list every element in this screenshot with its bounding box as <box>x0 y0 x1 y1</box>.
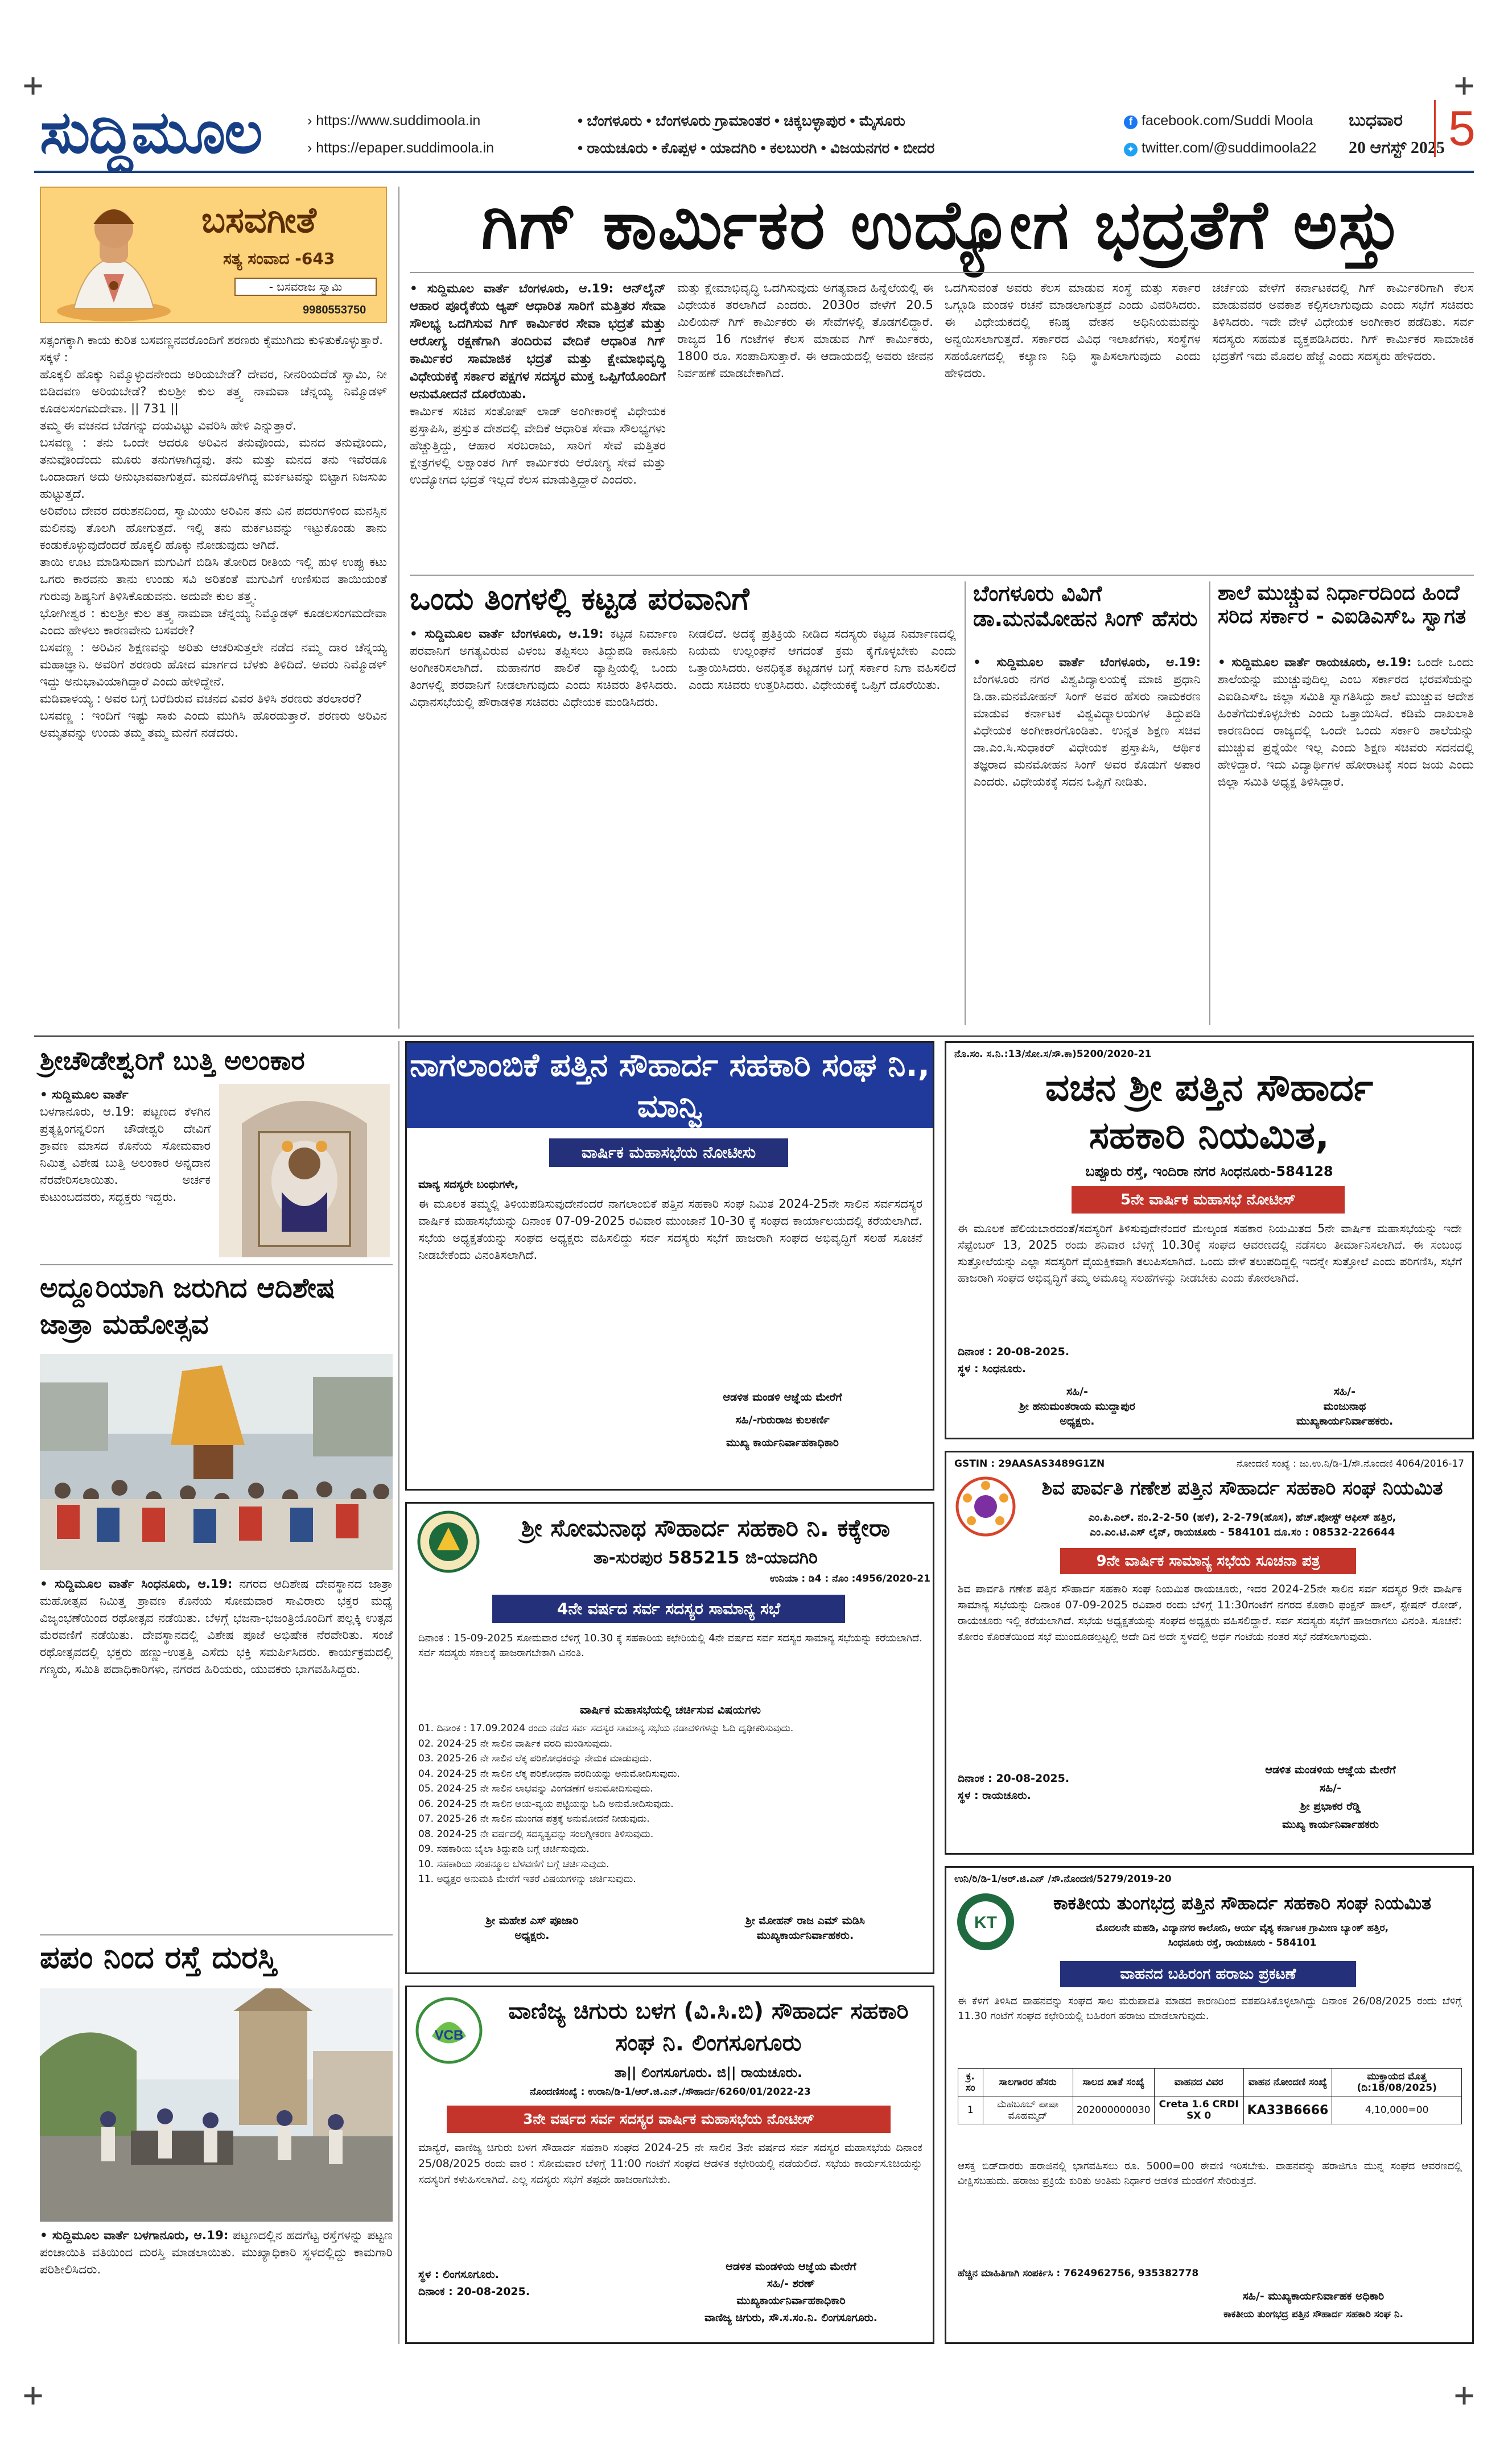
notice-ad-vanijya <box>405 1986 934 2344</box>
date: 20 ಆಗಸ್ಟ್ 2025 <box>1349 138 1445 157</box>
agenda-item: 08. 2024-25 ನೇ ವರ್ಷದಲ್ಲಿ ಸದಸ್ಯತ್ವವನ್ನು ಸಂಲಗ್ನೀಕರಣ ತಿಳಿಸುವುದು. <box>418 1828 654 1840</box>
contact-phone: ಹೆಚ್ಚಿನ ಮಾಹಿತಿಗಾಗಿ ಸಂಪರ್ಕಿಸಿ : 7624962756, 935382778 <box>958 2268 1199 2279</box>
column-divider <box>1209 581 1210 1025</box>
main-story-col: ಮತ್ತು ಕ್ಷೇಮಾಭಿವೃದ್ಧಿ ಒದಗಿಸುವುದು ಅಗತ್ಯವಾದ ಹಿನ್ನೆಲೆಯಲ್ಲಿ ಈ ವಿಧೇಯಕ ತರಲಾಗಿದೆ ಎಂದರು. 2030ರ ವೇಳೆಗೆ 20.5 ಮಿಲಿಯನ್ ಗಿಗ್ ಕಾರ್ಮಿಕರು ಈ ಸೇವೆಗಳಲ್ಲಿ ತೊಡಗಲಿದ್ದಾರೆ. ರಾಜ್ಯದ 16 ಗಂಟೆಗಳ ಕೆಲಸ ಮಾಡುವ ಗಿಗ್ ಕಾರ್ಮಿಕರು, 1800 ರೂ. ಸಂಪಾದಿಸುತ್ತಾರೆ. ಈ ಆದಾಯದಲ್ಲಿ ಅವರು ಜೀವನ ನಿರ್ವಹಣೆ ಮಾಡಬೇಕಾಗಿದೆ. <box>677 281 933 381</box>
agenda-item: 06. 2024-25 ನೇ ಸಾಲಿನ ಆಯ-ವ್ಯಯ ಪಟ್ಟಿಯನ್ನು ಓದಿ ಅನುಮೋದಿಸುವುದು. <box>418 1798 674 1810</box>
gstin: GSTIN : 29AASAS3489G1ZN <box>954 1458 1105 1470</box>
facebook-link[interactable]: f facebook.com/Suddi Moola <box>1124 107 1316 134</box>
ad-address: ಬಪ್ಪೂರು ರಸ್ತೆ, ಇಂದಿರಾ ನಗರ ಸಿಂಧನೂರು-584128 <box>1085 1163 1333 1179</box>
ad-title: ಕಾಕತೀಯ ತುಂಗಭದ್ರ ಪತ್ತಿನ ಸೌಹಾರ್ದ ಸಹಕಾರಿ ಸಂಘ ನಿಯಮಿತ <box>1053 1892 1432 1914</box>
story-headline: ಬೆಂಗಳೂರು ವಿವಿಗೆ ಡಾ.ಮನಮೋಹನ ಸಿಂಗ್ ಹೆಸರು <box>973 581 1198 631</box>
signature: ಮುಖ್ಯ ಕಾರ್ಯನಿರ್ವಾಹಕರು <box>1282 1818 1379 1831</box>
dateline: • ಸುದ್ದಿಮೂಲ ವಾರ್ತೆ ಬೆಂಗಳೂರು, ಆ.19: <box>410 627 604 641</box>
dateline: • ಸುದ್ದಿಮೂಲ ವಾರ್ತೆ ಬಳಗಾನೂರು, ಆ.19: <box>40 2228 229 2243</box>
place: ಸ್ಥಳ : ರಾಯಚೂರು. <box>958 1789 1031 1802</box>
story-headline: ಶಾಲೆ ಮುಚ್ಚುವ ನಿರ್ಧಾರದಿಂದ ಹಿಂದೆ ಸರಿದ ಸರ್ಕಾರ - ಎಐಡಿಎಸ್ಒ ಸ್ವಾಗತ <box>1218 581 1466 629</box>
column-title: ಬಸವಗೀತೆ <box>201 199 316 241</box>
table-cell: 4,10,000=00 <box>1332 2096 1462 2124</box>
registration-number: ನೊಂದಣಿಸಂಖ್ಯೆ : ಉರಾನಿ/ಡಿ-1/ಆರ್.ಜಿ.ಎನ್./ಸೌಹಾರ್ದ/6260/01/2022-23 <box>530 2086 811 2098</box>
column-divider <box>965 581 966 1025</box>
page-number: 5 <box>1434 100 1476 157</box>
table-cell: Creta 1.6 CRDI SX 0 <box>1154 2096 1243 2124</box>
dateline: • ಸುದ್ದಿಮೂಲ ವಾರ್ತೆ <box>40 1088 129 1102</box>
story-paragraph: ಬೆಂಗಳೂರು ನಗರ ವಿಶ್ವವಿದ್ಯಾಲಯಕ್ಕೆ ಮಾಜಿ ಪ್ರಧಾನಿ ಡಿ.ಡಾ.ಮನಮೋಹನ್ ಸಿಂಗ್ ಅವರ ಹೆಸರು ನಾಮಕರಣ ಮಾಡುವ ಕರ್ನಾಟಕ ವಿಶ್ವವಿದ್ಯಾಲಯಗಳ ತಿದ್ದುಪಡಿ ವಿಧೇಯಕ ಅಂಗೀಕಾರಗೊಂಡಿತು. ಉನ್ನತ ಶಿಕ್ಷಣ ಸಚಿವ ಡಾ.ಎಂ.ಸಿ.ಸುಧಾಕರ್ ವಿಧೇಯಕ ಪ್ರಸ್ತಾಪಿಸಿ, ಆರ್ಥಿಕ ತಜ್ಞರಾದ ಮನಮೋಹನ ಸಿಂಗ್ ಅವರ ಕೊಡುಗೆ ಅಪಾರ ಎಂದರು. ವಿಧೇಯಕಕ್ಕೆ ಸದನ ಒಪ್ಪಿಗೆ ನೀಡಿತು. <box>973 672 1201 789</box>
column-header: ಕ್ರ. ಸಂ <box>958 2069 983 2096</box>
agenda-item: 09. ಸಹಕಾರಿಯ ಬೈಲಾ ತಿದ್ದುಪಡಿ ಬಗ್ಗೆ ಚರ್ಚಿಸುವುದು. <box>418 1843 590 1855</box>
story-headline: ಪಪಂ ನಿಂದ ರಸ್ತೆ ದುರಸ್ತಿ <box>40 1939 277 1975</box>
notice-pill: ವಾರ್ಷಿಕ ಮಹಾಸಭೆಯ ನೋಟೀಸು <box>549 1138 788 1167</box>
signature: ಮುಖ್ಯ ಕಾರ್ಯನಿರ್ವಾಹಕಾಧಿಕಾರಿ <box>726 1437 839 1449</box>
ad-address: ಸಿಂಧನೂರು ರಸ್ತೆ, ರಾಯಚೂರು - 584101 <box>1168 1937 1317 1949</box>
lead-bold: ಆನ್‌ಲೈನ್ ಆಹಾರ ಪೂರೈಕೆಯ ಆ್ಯಪ್ ಆಧಾರಿತ ಸಾರಿಗೆ ಮತ್ತಿತರ ಸೇವಾ ಸೌಲಭ್ಯ ಒದಗಿಸುವ ಗಿಗ್ ಕಾರ್ಮಿಕರ ಸೇವಾ ಭದ್ರತೆ ಮತ್ತು ಆರೋಗ್ಯ ರಕ್ಷಣೆಗಾಗಿ ತಂದಿರುವ ವೇದಿಕೆ ಆಧಾರಿತ ಗಿಗ್ ಕಾರ್ಮಿಕರ ಸಾಮಾಜಿಕ ಭದ್ರತೆ ಮತ್ತು ಕ್ಷೇಮಾಭಿವೃದ್ಧಿ ವಿಧೇಯಕಕ್ಕೆ ಸರ್ಕಾರ ಪಕ್ಷಗಳ ಸದಸ್ಯರ ಮುಕ್ತ ಒಪ್ಪಿಗೆಯೊಂದಿಗೆ ಅನುಮೋದನೆ ದೊರೆಯಿತು. <box>410 281 666 402</box>
table-header-row <box>958 2069 1462 2096</box>
story-paragraph: ಒಂದೇ ಒಂದು ಶಾಲೆಯನ್ನು ಮುಚ್ಚುವುದಿಲ್ಲ ಎಂಬ ಸರ್ಕಾರದ ಭರವಸೆಯನ್ನು ಎಐಡಿಎಸ್ಒ ಜಿಲ್ಲಾ ಸಮಿತಿ ಸ್ವಾಗತಿಸಿದ್ದು ಶಾಲೆ ಮುಚ್ಚುವ ಆದೇಶ ಹಿಂತೆಗೆದುಕೊಳ್ಳಬೇಕು ಎಂದು ಒತ್ತಾಯಿಸಿದೆ. ಕಡಿಮೆ ದಾಖಲಾತಿ ಕಾರಣದಿಂದ ರಾಜ್ಯದಲ್ಲಿ ಒಂದೇ ಒಂದು ಸರ್ಕಾರಿ ಶಾಲೆಯನ್ನು ಮುಚ್ಚುವ ಪ್ರಶ್ನೆಯೇ ಇಲ್ಲ ಎಂದು ಶಿಕ್ಷಣ ಸಚಿವರು ಸದನದಲ್ಲಿ ಹೇಳಿದ್ದಾರೆ. ಇದು ವಿದ್ಯಾರ್ಥಿಗಳ ಹೋರಾಟಕ್ಕೆ ಸಂದ ಜಯ ಎಂದು ಜಿಲ್ಲಾ ಸಮಿತಿ ಅಧ್ಯಕ್ಷ ತಿಳಿಸಿದ್ದಾರೆ. <box>1218 655 1474 789</box>
ad-address: ಎಂ.ಪಿ.ಎಲ್. ನಂ.2-2-50 (ಹಳೆ), 2-2-79(ಹೊಸ), ಹೆಚ್.ಪೋಸ್ಟ್ ಆಫೀಸ್ ಹತ್ತಿರ, <box>1088 1512 1396 1524</box>
signature: ಕಾಕತೀಯ ತುಂಗಭದ್ರ ಪತ್ತಿನ ಸೌಹಾರ್ದ ಸಹಕಾರಿ ಸಂಘ ನಿ. <box>1223 2309 1403 2320</box>
agenda-item: 04. 2024-25 ನೇ ಸಾಲಿನ ಲೆಕ್ಕ ಪರಿಶೋಧನಾ ವರದಿಯನ್ನು ಅನುಮೋದಿಸುವುದು. <box>418 1768 680 1780</box>
signature: ಸಹಿ/-ಗುರುರಾಜ ಕುಲಕರ್ಣಿ <box>735 1414 830 1426</box>
section-rule <box>40 1264 393 1265</box>
crop-mark: + <box>23 65 44 105</box>
salutation: ಮಾನ್ಯ ಸದಸ್ಯರೇ ಬಂಧುಗಳೇ, <box>418 1178 519 1191</box>
agenda-item: 11. ಅಧ್ಯಕ್ಷರ ಅನುಮತಿ ಮೇರೆಗೆ ಇತರೆ ವಿಷಯಗಳನ್ನು ಚರ್ಚಿಸುವುದು. <box>418 1873 636 1885</box>
notice-body: ದಿನಾಂಕ : 15-09-2025 ಸೋಮವಾರ ಬೆಳಿಗ್ಗೆ 10.30 ಕ್ಕೆ ಸಹಕಾರಿಯ ಕಛೇರಿಯಲ್ಲಿ 4ನೇ ವರ್ಷದ ಸರ್ವ ಸದಸ್ಯರ ಸಾಮಾನ್ಯ ಸಭೆಯನ್ನು ಕರೆಯಲಾಗಿದೆ. ಸರ್ವ ಸದಸ್ಯರು ಸಕಾಲಕ್ಕೆ ಹಾಜರಾಗಬೇಕಾಗಿ ವಿನಂತಿ. <box>418 1632 922 1659</box>
registration-number: ಉನಿಯಾ : ಡಿ4 : ನೊಂ :4956/2020-21 <box>770 1573 930 1584</box>
crop-mark: + <box>1454 2375 1475 2415</box>
ad-address: ಎಂ.ಎಂ.ಟಿ.ಎಸ್ ಲೈನ್, ರಾಯಚೂರು - 584101 ದೂ.ಸಂ : 08532-226644 <box>1089 1526 1395 1538</box>
ad-title: ಸಹಕಾರಿ ನಿಯಮಿತ, <box>1089 1113 1330 1157</box>
table-cell: 202000000030 <box>1073 2096 1154 2124</box>
deity-photo <box>219 1084 390 1257</box>
main-story-col: ಚರ್ಚೆಯ ವೇಳೆಗೆ ಕರ್ನಾಟಕದಲ್ಲಿ ಗಿಗ್ ಕಾರ್ಮಿಕರಿಗಾಗಿ ಕೆಲಸ ಮಾಡುವವರ ಅವಕಾಶ ಕಲ್ಪಿಸಲಾಗುವುದು ಎಂದು ಸಭೆಗೆ ಸಚಿವರು ತಿಳಿಸಿದರು. ಇದೇ ವೇಳೆ ವಿಧೇಯಕ ಅಂಗೀಕಾರ ಪಡೆದಿತು. ಸರ್ವ ಸದಸ್ಯರು ಸಹಮತ ವ್ಯಕ್ತಪಡಿಸಿದರು. ಗಿಗ್ ಕಾರ್ಮಿಕರ ಸಾಮಾಜಿಕ ಭದ್ರತೆಗೆ ಇದು ಮೊದಲ ಹೆಜ್ಜೆ ಎಂದು ಸದಸ್ಯರು ಹೇಳಿದರು. <box>1212 281 1474 364</box>
cooperative-logo-icon <box>954 1475 1017 1538</box>
story-paragraph: ಪಟ್ಟಣದಲ್ಲಿನ ಹದಗೆಟ್ಟ ರಸ್ತೆಗಳನ್ನು ಪಟ್ಟಣ ಪಂಚಾಯಿತಿ ವತಿಯಿಂದ ದುರಸ್ತಿ ಮಾಡಲಾಯಿತು. ಮುಖ್ಯಾಧಿಕಾರಿ ಸ್ಥಳದಲ್ಲಿದ್ದು ಕಾಮಗಾರಿ ಪರಿಶೀಲಿಸಿದರು. <box>40 2228 393 2277</box>
epaper-link[interactable]: › https://epaper.suddimoola.in <box>307 140 494 156</box>
story-body <box>973 654 1201 1024</box>
notice-pill: ವಾಹನದ ಬಹಿರಂಗ ಹರಾಜು ಪ್ರಕಟಣೆ <box>1060 1961 1356 1987</box>
masthead <box>40 97 1476 171</box>
column-divider <box>398 1041 399 2344</box>
story-body <box>1218 654 1474 1024</box>
notice-body: ಈ ಮೂಲಕ ತಮ್ಮಲ್ಲಿ ತಿಳಿಯಪಡಿಸುವುದೇನೆಂದರೆ ನಾಗಲಾಂಬಿಕೆ ಪತ್ತಿನ ಸಹಕಾರಿ ಸಂಘ ನಿಮಿತ 2024-25ನೇ ಸಾಲಿನ ಸರ್ವಸದಸ್ಯರ ವಾರ್ಷಿಕ ಮಹಾಸಭೆಯನ್ನು ದಿನಾಂಕ 07-09-2025 ರವಿವಾರ ಮುಂಜಾನೆ 10-30 ಕ್ಕೆ ಸಂಘದ ಕಾರ್ಯಾಲಯದಲ್ಲಿ ಕರೆಯಲಾಗಿದೆ. ಸಭೆಯ ಅಧ್ಯಕ್ಷತೆಯನ್ನು ಸಂಘದ ಅಧ್ಯಕ್ಷರು ವಹಿಸಲಿದ್ದು ಸರ್ವ ಸದಸ್ಯರು ಸಭೆಗೆ ಹಾಜರಾಗಿ ಸಂಘದ ಅಭಿವೃದ್ಧಿಗೆ ಸಲಹೆ ಸೂಚನೆ ನೀಡಬೇಕೆಂದು ವಿನಂತಿಸಲಾಗಿದೆ. <box>418 1197 922 1262</box>
dateline: • ಸುದ್ದಿಮೂಲ ವಾರ್ತೆ ರಾಯಚೂರು, ಆ.19: <box>1218 655 1412 670</box>
story-headline: ಶ್ರೀಚೌಡೇಶ್ವರಿಗೆ ಬುತ್ತಿ ಅಲಂಕಾರ <box>40 1045 305 1076</box>
agenda-item: 10. ಸಹಕಾರಿಯ ಸಂಪನ್ಮೂಲ ಬೆಳವಣಿಗೆ ಬಗ್ಗೆ ಚರ್ಚಿಸುವುದು. <box>418 1858 609 1870</box>
signature: ಸಹಿ/- ಮುಖ್ಯಕಾರ್ಯನಿರ್ವಾಹಕ ಅಧಿಕಾರಿ <box>1242 2290 1385 2302</box>
notice-body: ಆಸಕ್ತ ಬಿಡ್‌ದಾರರು ಹರಾಜಿನಲ್ಲಿ ಭಾಗವಹಿಸಲು ರೂ. 5000=00 ಠೇವಣಿ ಇರಿಸಬೇಕು. ವಾಹನವನ್ನು ಹರಾಜಿಗೂ ಮುನ್ನ ಸಂಘದ ಆವರಣದಲ್ಲಿ ವೀಕ್ಷಿಸಬಹುದು. ಹರಾಜು ಪ್ರಕ್ರಿಯೆ ಕುರಿತು ಅಂತಿಮ ನಿರ್ಧಾರ ಆಡಳಿತ ಮಂಡಳಿಗೆ ಸೇರಿರುತ್ತದೆ. <box>958 2160 1462 2187</box>
notice-pill: 4ನೇ ವರ್ಷದ ಸರ್ವ ಸದಸ್ಯರ ಸಾಮಾನ್ಯ ಸಭೆ <box>492 1595 845 1623</box>
signature: ಮುಖ್ಯಕಾರ್ಯನಿರ್ವಾಹಕಾಧಿಕಾರಿ <box>736 2294 846 2307</box>
ad-address: ತಾ-ಸುರಪುರ 585215 ಜಿ-ಯಾದಗಿರಿ <box>594 1548 818 1568</box>
story-paragraph: ಬಳಗಾನೂರು, ಆ.19: ಪಟ್ಟಣದ ಕೆಳಗಿನ ಪ್ರತ್ಯಕ್ಷಿಂಗನ್ನಲಿಂಗ ಚೌಡೇಶ್ವರಿ ದೇವಿಗೆ ಶ್ರಾವಣ ಮಾಸದ ಕೊನೆಯ ಸೋಮವಾರ ನಿಮಿತ್ತ ವಿಶೇಷ ಬುತ್ತಿ ಅಲಂಕಾರ ಅನ್ನದಾನ ನೆರವೇರಿಸಲಾಯಿತು. ಅರ್ಚಕ ಕುಟುಂಬದವರು, ಸದ್ಭಕ್ತರು ಇದ್ದರು. <box>40 1105 211 1204</box>
story-body <box>40 2227 393 2341</box>
notice-ad-kakatiya <box>945 1866 1474 2344</box>
story-headline: ಒಂದು ತಿಂಗಳಲ್ಲಿ ಕಟ್ಟಡ ಪರವಾನಿಗೆ <box>410 581 749 617</box>
notice-body: ಈ ಕೆಳಗೆ ತಿಳಿಸಿದ ವಾಹನವನ್ನು ಸಂಘದ ಸಾಲ ಮರುಪಾವತಿ ಮಾಡದ ಕಾರಣದಿಂದ ವಶಪಡಿಸಿಕೊಳ್ಳಲಾಗಿದ್ದು ದಿನಾಂಕ 26/08/2025 ರಂದು ಬೆಳಿಗ್ಗೆ 11.30 ಗಂಟೆಗೆ ಸಂಘದ ಕಛೇರಿಯಲ್ಲಿ ಬಹಿರಂಗ ಹರಾಜು ಮಾಡಲಾಗುವುದು. <box>958 1995 1462 2022</box>
signature: ಶ್ರೀ ಪ್ರಭಾಕರ ರೆಡ್ಡಿ <box>1300 1800 1361 1813</box>
notice-pill: 3ನೇ ವರ್ಷದ ಸರ್ವ ಸದಸ್ಯರ ವಾರ್ಷಿಕ ಮಹಾಸಭೆಯ ನೋಟೀಸ್ <box>447 2106 891 2133</box>
section-rule <box>410 575 1474 576</box>
column-header: ಸಾಲದ ಖಾತೆ ಸಂಖ್ಯೆ <box>1073 2069 1154 2096</box>
registration-number: ಉನಿ/ರಿ/ಡಿ-1/ಆರ್.ಜಿ.ಎನ್ /ಸೌ.ನೊಂದಣಿ/5279/2019-20 <box>954 1873 1172 1885</box>
notice-pill: 9ನೇ ವಾರ್ಷಿಕ ಸಾಮಾನ್ಯ ಸಭೆಯ ಸೂಚನಾ ಪತ್ರ <box>1060 1548 1356 1574</box>
registration-number: ನೋಂದಣಿ ಸಂಖ್ಯೆ : ಜು.ಉ.ನಿ/ಡಿ-1/ಸೌ.ನೊಂದಣಿ 4064/2016-17 <box>1237 1458 1464 1470</box>
website-links <box>307 107 494 162</box>
notice-ad-nagalambike <box>405 1041 934 1491</box>
column-header: ವಾಹನ ನೋಂದಣಿ ಸಂಖ್ಯೆ <box>1243 2069 1332 2096</box>
story-body <box>410 626 677 1024</box>
column-header: ವಾಹನದ ವಿವರ <box>1154 2069 1243 2096</box>
cooperative-logo-icon <box>417 1510 480 1573</box>
table-row <box>958 2096 1462 2124</box>
column-phone: 9980553750 <box>303 304 366 316</box>
notice-body: ಈ ಮೂಲಕ ಹೆಲಿಯಬಾರದಂತೆ/ಸದಸ್ಯರಿಗೆ ತಿಳಿಸುವುದೇನೆಂದರೆ ಮೇಲ್ಕಂಡ ಸಹಕಾರ ನಿಯಮಿತದ 5ನೇ ವಾರ್ಷಿಕ ಮಹಾಸಭೆಯನ್ನು ಇದೇ ಸೆಪ್ಟೆಂಬರ್ 13, 2025 ರಂದು ಶನಿವಾರ ಬೆಳಿಗ್ಗೆ 10.30ಕ್ಕೆ ಸಂಘದ ಆವರಣದಲ್ಲಿ ನಡೆಸಲು ತೀರ್ಮಾನಿಸಲಾಗಿದೆ. ಈ ಸಂಬಂಧ ಸುತ್ತೋಲೆಯನ್ನು ಎಲ್ಲಾ ಸದಸ್ಯರಿಗೆ ವೈಯಕ್ತಿಕವಾಗಿ ತಲುಪಿಸಲಾಗಿದೆ. ಒಂದು ವೇಳೆ ತಲುಪದಿದ್ದಲ್ಲಿ ಇದನ್ನೇ ಸುತ್ತೋಲೆ ಎಂದು ಪರಿಗಣಿಸಿ, ಸಭೆಗೆ ಹಾಜರಾಗಿ ಸಂಘದ ಅಭಿವೃದ್ಧಿಗೆ ತಮ್ಮ ಅಮೂಲ್ಯ ಸಲಹೆಗಳನ್ನು ನೀಡಬೇಕು ಎಂದು ಕೋರಲಾಗಿದೆ. <box>958 1221 1462 1285</box>
vcb-logo-icon <box>415 1996 483 2065</box>
newspaper-logo[interactable]: ಸುದ್ದಿಮೂಲ <box>40 97 262 167</box>
agenda-title: ವಾರ್ಷಿಕ ಮಹಾಸಭೆಯಲ್ಲಿ ಚರ್ಚಿಸುವ ವಿಷಯಗಳು <box>580 1703 761 1716</box>
signature: ಆಡಳಿತ ಮಂಡಳಿಯ ಆಜ್ಞೆಯ ಮೇರೆಗೆ <box>726 2260 856 2273</box>
dateline: • ಸುದ್ದಿಮೂಲ ವಾರ್ತೆ ಸಿಂಧನೂರು, ಆ.19: <box>40 1577 233 1591</box>
crop-mark: + <box>23 2375 44 2415</box>
basava-column <box>40 187 387 1029</box>
table-cell: KA33B6666 <box>1243 2096 1332 2124</box>
column-author: - ಬಸವರಾಜ ಸ್ವಾಮಿ <box>234 278 377 296</box>
twitter-link[interactable]: ✦ twitter.com/@suddimoola22 <box>1124 134 1316 162</box>
twitter-icon: ✦ <box>1124 143 1138 156</box>
festival-crowd-photo <box>40 1354 393 1570</box>
agenda-item: 07. 2025-26 ನೇ ಸಾಲಿನ ಮುಂಗಡ ಪತ್ರಕ್ಕೆ ಅನುಮೋದನೆ ನೀಡುವುದು. <box>418 1813 650 1825</box>
saint-illustration <box>51 195 176 323</box>
section-rule <box>40 1934 393 1935</box>
table-cell: ಮೆಹಬೂಬ್ ಪಾಷಾ ಮೊಹಮ್ಮದ್ <box>983 2096 1073 2124</box>
main-story-lead <box>410 280 666 587</box>
main-story-col: ಒದಗಿಸುವಂತೆ ಅವರು ಕೆಲಸ ಮಾಡುವ ಸಂಸ್ಥೆ ಮತ್ತು ಸರ್ಕಾರ ಒಗ್ಗೂಡಿ ಮಂಡಳಿ ರಚನೆ ಮಾಡಲಾಗುತ್ತದೆ ಎಂದು ವಿವರಿಸಿದರು. ಈ ವಿಧೇಯಕದಲ್ಲಿ ಕನಿಷ್ಠ ವೇತನ ಅಧಿನಿಯಮವನ್ನು ಅನ್ವಯಿಸಲಾಗುತ್ತದೆ. ಸರ್ಕಾರದ ವಿವಿಧ ಇಲಾಖೆಗಳು, ಸಂಸ್ಥೆಗಳ ಸಹಯೋಗದಲ್ಲಿ ಕಲ್ಯಾಣ ನಿಧಿ ಸ್ಥಾಪಿಸಲಾಗುವುದು ಎಂದು ಹೇಳಿದರು. <box>945 281 1201 381</box>
story-paragraph: ಕಾರ್ಮಿಕ ಸಚಿವ ಸಂತೋಷ್ ಲಾಡ್ ಅಂಗೀಕಾರಕ್ಕೆ ವಿಧೇಯಕ ಪ್ರಸ್ತಾಪಿಸಿ, ಪ್ರಸ್ತುತ ದೇಶದಲ್ಲಿ ವೇದಿಕೆ ಆಧಾರಿತ ಸೇವಾ ಸೌಲಭ್ಯಗಳು ಹೆಚ್ಚುತ್ತಿದ್ದು, ಆಹಾರ ಸರಬರಾಜು, ಸಾರಿಗೆ ಸೇವೆ ಮತ್ತಿತರ ಕ್ಷೇತ್ರಗಳಲ್ಲಿ ಲಕ್ಷಾಂತರ ಗಿಗ್ ಕಾರ್ಮಿಕರು ಆರೋಗ್ಯ ಸೇವೆ ಮತ್ತು ಉದ್ಯೋಗದ ಭದ್ರತೆ ಇಲ್ಲದೆ ಕೆಲಸ ಮಾಡುತ್ತಿದ್ದಾರೆ ಎಂದರು. <box>410 405 666 487</box>
notice-ad-shiva-parvathi <box>945 1451 1474 1855</box>
svg-text:KT: KT <box>974 1913 997 1932</box>
section-rule <box>34 1035 1474 1037</box>
story-paragraph: ನಗರದ ಆದಿಶೇಷ ದೇವಸ್ಥಾನದ ಜಾತ್ರಾ ಮಹೋತ್ಸವ ನಿಮಿತ್ತ ಶ್ರಾವಣ ಕೊನೆಯ ಸೋಮವಾರ ಸಾವಿರಾರು ಭಕ್ತರ ಮಧ್ಯೆ ವಿಜೃಂಭಣೆಯಿಂದ ರಥೋತ್ಸವ ನಡೆಯಿತು. ಬೆಳಗ್ಗೆ ಭಜನಾ-ಭಜಂತ್ರಿಯೊಂದಿಗೆ ಪಲ್ಲಕ್ಕಿ ಉತ್ಸವ ಮೆರವಣಿಗೆ ನಡೆಯಿತು. ದೇವಸ್ಥಾನದಲ್ಲಿ ವಿಶೇಷ ಪೂಜೆ ಅಭಿಷೇಕ ನೆರವೇರಿತು. ಸಂಜೆ ರಥೋತ್ಸವದಲ್ಲಿ ಭಕ್ತರು ಹಣ್ಣು-ಉತ್ತತ್ತಿ ಎಸೆದು ಭಕ್ತಿ ಸಮರ್ಪಿಸಿದರು. ಕಾರ್ಯಕ್ರಮದಲ್ಲಿ ಗಣ್ಯರು, ಸಮಿತಿ ಪದಾಧಿಕಾರಿಗಳು, ನಗರದ ಹಿರಿಯರು, ಯುವಕರು ಭಾಗವಹಿಸಿದ್ದರು. <box>40 1577 393 1677</box>
issue-date <box>1349 107 1445 162</box>
editions-list <box>578 107 934 162</box>
editions-row: • ಬೆಂಗಳೂರು • ಬೆಂಗಳೂರು ಗ್ರಾಮಾಂತರ • ಚಿಕ್ಕಬಳ್ಳಾಪುರ • ಮೈಸೂರು <box>578 112 905 129</box>
notice-ad-vachana <box>945 1041 1474 1439</box>
agenda-item: 01. ದಿನಾಂಕ : 17.09.2024 ರಂದು ನಡೆದ ಸರ್ವ ಸದಸ್ಯರ ಸಾಮಾನ್ಯ ಸಭೆಯ ನಡಾವಳಿಗಳನ್ನು ಓದಿ ದೃಢೀಕರಿಸುವುದು. <box>418 1723 794 1734</box>
agenda-list <box>418 1721 922 1887</box>
signature: ಆಡಳಿತ ಮಂಡಳಿಯ ಆಜ್ಞೆಯ ಮೇರೆಗೆ <box>1265 1764 1396 1776</box>
agenda-item: 03. 2025-26 ನೇ ಸಾಲಿನ ಲೆಕ್ಕ ಪರಿಶೋಧಕರನ್ನು ನೇಮಕ ಮಾಡುವುದು. <box>418 1753 652 1764</box>
date: ದಿನಾಂಕ : 20-08-2025. <box>958 1772 1070 1785</box>
column-header: ಸಾಲಗಾರರ ಹೆಸರು <box>983 2069 1073 2096</box>
signature: ಶ್ರೀ ಮೋಹನ್ ರಾಜ ಎಮ್ ಮಡಿಸಿ ಮುಖ್ಯಕಾರ್ಯನಿರ್ವಾಹಕರು. <box>745 1914 865 1942</box>
story-body: ನೀಡಲಿದೆ. ಅದಕ್ಕೆ ಪ್ರತಿಕ್ರಿಯೆ ನೀಡಿದ ಸದಸ್ಯರು ಕಟ್ಟಡ ನಿರ್ಮಾಣದಲ್ಲಿ ನಿಯಮ ಉಲ್ಲಂಘನೆ ಆಗದಂತೆ ಕ್ರಮ ಕೈಗೊಳ್ಳಬೇಕು ಎಂದು ಒತ್ತಾಯಿಸಿದರು. ಅನಧಿಕೃತ ಕಟ್ಟಡಗಳ ಬಗ್ಗೆ ಸರ್ಕಾರ ನಿಗಾ ವಹಿಸಲಿದೆ ಎಂದು ಸಚಿವರು ಉತ್ತರಿಸಿದರು. ವಿಧೇಯಕಕ್ಕೆ ಒಪ್ಪಿಗೆ ದೊರೆಯಿತು. <box>689 627 956 692</box>
column-divider <box>398 187 399 1029</box>
social-links <box>1124 107 1316 162</box>
signature: ಶ್ರೀ ಮಹೇಶ ಎಸ್ ಪೂಜಾರಿ ಅಧ್ಯಕ್ಷರು. <box>485 1914 579 1942</box>
column-subtitle: ಸತ್ಯ ಸಂವಾದ -643 <box>223 249 335 268</box>
table-cell: 1 <box>958 2096 983 2124</box>
ad-address: ತಾ|| ಲಿಂಗಸೂಗೂರು. ಜಿ|| ರಾಯಚೂರು. <box>614 2065 803 2081</box>
dateline: • ಸುದ್ದಿಮೂಲ ವಾರ್ತೆ ಬೆಂಗಳೂರು, ಆ.19: <box>973 655 1201 670</box>
agenda-item: 05. 2024-25 ನೇ ಸಾಲಿನ ಲಾಭವನ್ನು ವಿಂಗಡಣೆಗೆ ಅನುಮೋದಿಸುವುದು. <box>418 1783 653 1794</box>
road-repair-photo <box>40 1988 393 2222</box>
notice-ad-somanatha <box>405 1502 934 1974</box>
notice-body: ಶಿವ ಪಾರ್ವತಿ ಗಣೇಶ ಪತ್ತಿನ ಸೌಹಾರ್ದ ಸಹಕಾರಿ ಸಂಘ ನಿಯಮಿತ ರಾಯಚೂರು, ಇದರ 2024-25ನೇ ಸಾಲಿನ ಸರ್ವ ಸದಸ್ಯರ 9ನೇ ವಾರ್ಷಿಕ ಸಾಮಾನ್ಯ ಸಭೆಯನ್ನು ದಿನಾಂಕ 07-09-2025 ರವಿವಾರ ರಂದು ಬೆಳಿಗ್ಗೆ 11:30ಗಂಟೆಗೆ ನಗರದ ಕೊಠಾರಿ ಫಂಕ್ಷನ್ ಹಾಲ್, ಸ್ಟೇಷನ್ ರೋಡ್, ರಾಯಚೂರು ಇಲ್ಲಿ ಕರೆಯಲಾಗಿದೆ. ಸಭೆಯ ಅಧ್ಯಕ್ಷತೆಯನ್ನು ಸಂಘದ ಅಧ್ಯಕ್ಷರು ವಹಿಸಲಿದ್ದಾರೆ. ಸರ್ವ ಸದಸ್ಯರು ಸಭೆಗೆ ಹಾಜರಾಗಲು ವಿನಂತಿ. ಸೂಚನೆ: ಕೋರಂ ಕೊರತೆಯಿಂದ ಸಭೆ ಮುಂದೂಡಲ್ಪಟ್ಟಲ್ಲಿ ಅದೇ ದಿನ ಅದೇ ಸ್ಥಳದಲ್ಲಿ ಅರ್ಧ ಗಂಟೆಯ ನಂತರ ಸಭೆ ನಡೆಸಲಾಗುವುದು. <box>958 1583 1462 1643</box>
signature: ಸಹಿ/- ಶ್ರೀ ಹನುಮಂತರಾಯ ಮುದ್ದಾಪುರ ಅಧ್ಯಕ್ಷರು. <box>1019 1385 1135 1427</box>
main-headline: ಗಿಗ್ ಕಾರ್ಮಿಕರ ಉದ್ಯೋಗ ಭದ್ರತೆಗೆ ಅಸ್ತು <box>481 185 1403 264</box>
cooperative-logo-icon <box>954 1891 1017 1953</box>
ad-title: ವಾಣಿಜ್ಯ ಚಿಗುರು ಬಳಗ (ವಿ.ಸಿ.ಬಿ) ಸೌಹಾರ್ದ ಸಹಕಾರಿ ಸಂಘ ನಿ. ಲಿಂಗಸೂಗೂರು <box>508 1998 909 2056</box>
signature: ಸಹಿ/- ಮಂಜುನಾಥ ಮುಖ್ಯಕಾರ್ಯನಿರ್ವಾಹಕರು. <box>1296 1385 1394 1427</box>
registration-number: ನೊ.ಸಂ. ಸ.ನಿ.:13/ಸೋ.ಸ/ಸೌ.ಕಾ)5200/2020-21 <box>954 1049 1152 1060</box>
masthead-rule <box>34 171 1474 173</box>
ad-address: ಮೊದಲನೇ ಮಹಡಿ, ವಿದ್ಯಾನಗರ ಕಾಲೋನಿ, ಆರ್ಯ ವೈಶ್ಯ ಕರ್ನಾಟಕ ಗ್ರಾಮೀಣ ಬ್ಯಾಂಕ್ ಹತ್ತಿರ, <box>1095 1922 1389 1934</box>
ad-title: ಶಿವ ಪಾರ್ವತಿ ಗಣೇಶ ಪತ್ತಿನ ಸೌಹಾರ್ದ ಸಹಕಾರಿ ಸಂಘ ನಿಯಮಿತ <box>1041 1477 1443 1500</box>
dateline: • ಸುದ್ದಿಮೂಲ ವಾರ್ತೆ ಬೆಂಗಳೂರು, ಆ.19: <box>410 282 614 296</box>
place: ಸ್ಥಳ : ಸಿಂಧನೂರು. <box>958 1363 1026 1375</box>
website-link[interactable]: › https://www.suddimoola.in <box>307 113 481 129</box>
column-body: ಸತ್ಸಂಗಕ್ಕಾಗಿ ಕಾಯ ಕುರಿತ ಬಸವಣ್ಣನವರೊಂದಿಗೆ ಶರಣರು ಕೈಮುಗಿದು ಕುಳಿತುಕೊಳ್ಳುತ್ತಾರೆ. ಸಕ್ಕಳೆ : ಹೊಕ್ಕಲಿ ಹೊಕ್ಕು ನಿಮ್ಮೊಳ್ಳುದನೇಂದು ಅರಿಯಬೇಡೆ? ದೇವರ, ನೀನರಿಯದೆಡೆ ಸ್ವಾಮಿ, ನೀ ಬಿಡಿದವಣ ಅರಿಯಬೇಡೆ? ಕುಲಶ್ರೀ ಕುಲ ತತ್ತ್ವ ನಾಮವಾ ಚೆನ್ನಯ್ಯ ನಿಮ್ಮೊಡಳ್ ಕೂಡಲಸಂಗಮದೇವಾ. || 731 || ತಮ್ಮ ಈ ವಚನದ ಬೆಡಗನ್ನು ದಯವಿಟ್ಟು ವಿವರಿಸಿ ಹೇಳಿ ಎನ್ನುತ್ತಾರೆ. ಬಸವಣ್ಣ : ತನು ಒಂದೇ ಆದರೂ ಅರಿವಿನ ತನುವೊಂದು, ಮನದ ತನುವೊಂದು, ತನುವೊಂದೆಂದು ಮೂರು ತನುಗಳಾಗಿದ್ದವು. ತನು ಮತ್ತು ಮನದ ತನು ಇವೆರಡೂ ಒಂದಾದಾಗ ಅದು ಅನುಭಾವವಾಗುತ್ತದೆ. ಮನದೊಳಗಿದ್ದ ಮರ್ಕಟವನ್ನು ಬಿಟ್ಟಾಗ ನಿಜಸುಖ ಹುಟ್ಟುತ್ತದೆ. ಅರಿವೆಂಬ ದೇವರ ದರುಶನದಿಂದ, ಸ್ವಾಮಿಯು ಅರಿವಿನ ತನು ವಿನ ಪದರುಗಳಿಂದ ಮನಸ್ಸಿನ ಮಲಿನವು ತೊಲಗಿ ಹೋಗುತ್ತದೆ. ಇಲ್ಲಿ ತನು ಮರ್ಕಟವನ್ನು ಇಟ್ಟುಕೊಂಡು ತಾನು ಕಂಡುಕೊಳ್ಳುವುದೆಂದರೆ ಹೊಕ್ಕಲಿ ಹೊಕ್ಕು ನೋಡುವುದು ಆಗಿದೆ. ತಾಯಿ ಊಟ ಮಾಡಿಸುವಾಗ ಮಗುವಿಗೆ ಬಿಡಿಸಿ ತೋರಿದ ರೀತಿಯ ಇಲ್ಲಿ ಹುಳ ಉಪ್ಪು ಕಟು ಒಗರು ಕಾರವನು ತಾನು ಉಂಡು ಸವಿ ಅರಿತಂತೆ ಮಗುವಿಗೆ ಉಣಿಸುವ ತಾಯಿಯಂತೆ ಗುರುವು ಶಿಷ್ಯನಿಗೆ ತಿಳಿಸಿಕೊಡುವನು. ಅದುವೇ ಕುಲ ತತ್ತ್ವ. ಭೋಗೀಶ್ವರ : ಕುಲಶ್ರೀ ಕುಲ ತತ್ತ್ವ ನಾಮವಾ ಚೆನ್ನಯ್ಯ ನಿಮ್ಮೊಡಳ್ ಕೂಡಲಸಂಗಮದೇವಾ ಎಂದು ಹೇಳಲು ಕಾರಣವೇನು ಬಸವರೇ? ಬಸವಣ್ಣ : ಅರಿವಿನ ಶಿಕ್ಷಣವನ್ನು ಅರಿತು ಆಚರಿಸುತ್ತಲೇ ನಡೆದ ನಮ್ಮ ದಾರ ಚೆನ್ನಯ್ಯ ಮಹಾಜ್ಞಾನಿ. ಅವರಿಗೆ ಶರಣರು ಹೋದ ಮಾರ್ಗದ ಬೆಳಕು ತಿಳಿದಿದೆ. ಅವರು ನಿಮ್ಮೊಡಳ್ ಇದ್ದು ಅನುಭಾವಿಯಾಗಿದ್ದಾರೆ ಎಂದು ಹೇಳಿದ್ದೇನೆ. ಮಡಿವಾಳಯ್ಯ : ಅವರ ಬಗ್ಗೆ ಬರೆದಿರುವ ವಚನದ ವಿವರ ತಿಳಿಸಿ ಶರಣರು ತರಲಾರರೆ? ಬಸವಣ್ಣ : ಇಂದಿಗೆ ಇಷ್ಟು ಸಾಕು ಎಂದು ಮುಗಿಸಿ ಹೊರಡುತ್ತಾರೆ. ಶರಣರು ಅರಿವಿನ ಅಮೃತವನ್ನು ಉಂಡು ತಮ್ಮ ತಮ್ಮ ಮನೆಗೆ ನಡೆದರು. <box>40 333 387 740</box>
ad-title: ವಚನ ಶ್ರೀ ಪತ್ತಿನ ಸೌಹಾರ್ದ <box>1045 1066 1374 1109</box>
crop-mark: + <box>1454 65 1475 105</box>
ad-title: ನಾಗಲಾಂಬಿಕೆ ಪತ್ತಿನ ಸೌಹಾರ್ದ ಸಹಕಾರಿ ಸಂಘ ನಿ., ಮಾನ್ವಿ <box>407 1043 933 1128</box>
headline-rule <box>410 272 1474 273</box>
story-headline: ಅದ್ದೂರಿಯಾಗಿ ಜರುಗಿದ ಆದಿಶೇಷ ಜಾತ್ರಾ ಮಹೋತ್ಸವ <box>40 1272 335 1340</box>
notice-pill: 5ನೇ ವಾರ್ಷಿಕ ಮಹಾಸಭೆ ನೋಟೀಸ್ <box>1072 1186 1345 1214</box>
signature: ಸಹಿ/- <box>1320 1782 1341 1794</box>
signature: ಆಡಳಿತ ಮಂಡಳಿ ಆಜ್ಞೆಯ ಮೇರೆಗೆ <box>723 1391 842 1404</box>
story-body <box>40 1576 393 1929</box>
auction-table <box>958 2068 1462 2124</box>
signature: ವಾಣಿಜ್ಯ ಚಿಗುರು, ಸೌ.ಸ.ಸಂ.ನಿ. ಲಿಂಗಸೂಗೂರು. <box>704 2312 877 2324</box>
story-paragraph: ಕಟ್ಟಡ ನಿರ್ಮಾಣ ಪರವಾನಿಗೆ ಅಗತ್ಯವಿರುವ ವಿಳಂಬ ತಪ್ಪಿಸಲು ತಿದ್ದುಪಡಿ ಕಾನೂನು ಅಂಗೀಕರಿಸಲಾಗಿದೆ. ಮಹಾನಗರ ಪಾಲಿಕೆ ವ್ಯಾಪ್ತಿಯಲ್ಲಿ ಒಂದು ತಿಂಗಳಲ್ಲಿ ಪರವಾನಿಗೆ ನೀಡಲಾಗುವುದು ಎಂದು ಸಚಿವರು ತಿಳಿಸಿದರು. ವಿಧಾನಸಭೆಯಲ್ಲಿ ಪೌರಾಡಳಿತ ಸಚಿವರು ವಿಧೇಯಕ ಮಂಡಿಸಿದರು. <box>410 627 677 709</box>
agenda-item: 02. 2024-25 ನೇ ಸಾಲಿನ ವಾರ್ಷಿಕ ವರದಿ ಮಂಡಿಸುವುದು. <box>418 1737 613 1749</box>
notice-body: ಮಾನ್ಯರೆ, ವಾಣಿಜ್ಯ ಚಿಗುರು ಬಳಗ ಸೌಹಾರ್ದ ಸಹಕಾರಿ ಸಂಘದ 2024-25 ನೇ ಸಾಲಿನ 3ನೇ ವರ್ಷದ ಸರ್ವ ಸದಸ್ಯರ ಮಹಾಸಭೆಯ ದಿನಾಂಕ 25/08/2025 ರಂದು ವಾರ : ಸೋಮವಾರ ಬೆಳಿಗ್ಗೆ 11:00 ಗಂಟೆಗೆ ಸಂಘದ ಆಡಳಿತ ಕಛೇರಿಯಲ್ಲಿ ನಡೆಯಲಿದೆ. ಸಭೆಯ ಕಾರ್ಯಸೂಚಿಯನ್ನು ಸದಸ್ಯರಿಗೆ ಕಳುಹಿಸಲಾಗಿದೆ. ಎಲ್ಲ ಸದಸ್ಯರು ಸಭೆಗೆ ತಪ್ಪದೇ ಹಾಜರಾಗಬೇಕು. <box>418 2141 922 2186</box>
ad-title: ಶ್ರೀ ಸೋಮನಾಥ ಸೌಹಾರ್ದ ಸಹಕಾರಿ ನಿ. ಕಕ್ಕೇರಾ <box>521 1514 891 1542</box>
svg-text:VCB: VCB <box>434 2028 464 2043</box>
date: ದಿನಾಂಕ : 20-08-2025. <box>958 1345 1070 1358</box>
weekday: ಬುಧವಾರ <box>1349 111 1403 130</box>
date: ದಿನಾಂಕ : 20-08-2025. <box>418 2285 530 2298</box>
editions-row: • ರಾಯಚೂರು • ಕೊಪ್ಪಳ • ಯಾದಗಿರಿ • ಕಲಬುರಗಿ • ವಿಜಯನಗರ • ಬೀದರ <box>578 139 935 156</box>
signature: ಸಹಿ/- ಶರಣ್ <box>767 2277 815 2290</box>
facebook-icon: f <box>1124 115 1138 129</box>
basava-header <box>40 187 387 323</box>
column-header: ಮುಕ್ತಾಯದ ಮೊತ್ತ (ದಿ:18/08/2025) <box>1332 2069 1462 2096</box>
place: ಸ್ಥಳ : ಲಿಂಗಸೂಗೂರು. <box>418 2268 499 2281</box>
story-body <box>40 1087 211 1257</box>
